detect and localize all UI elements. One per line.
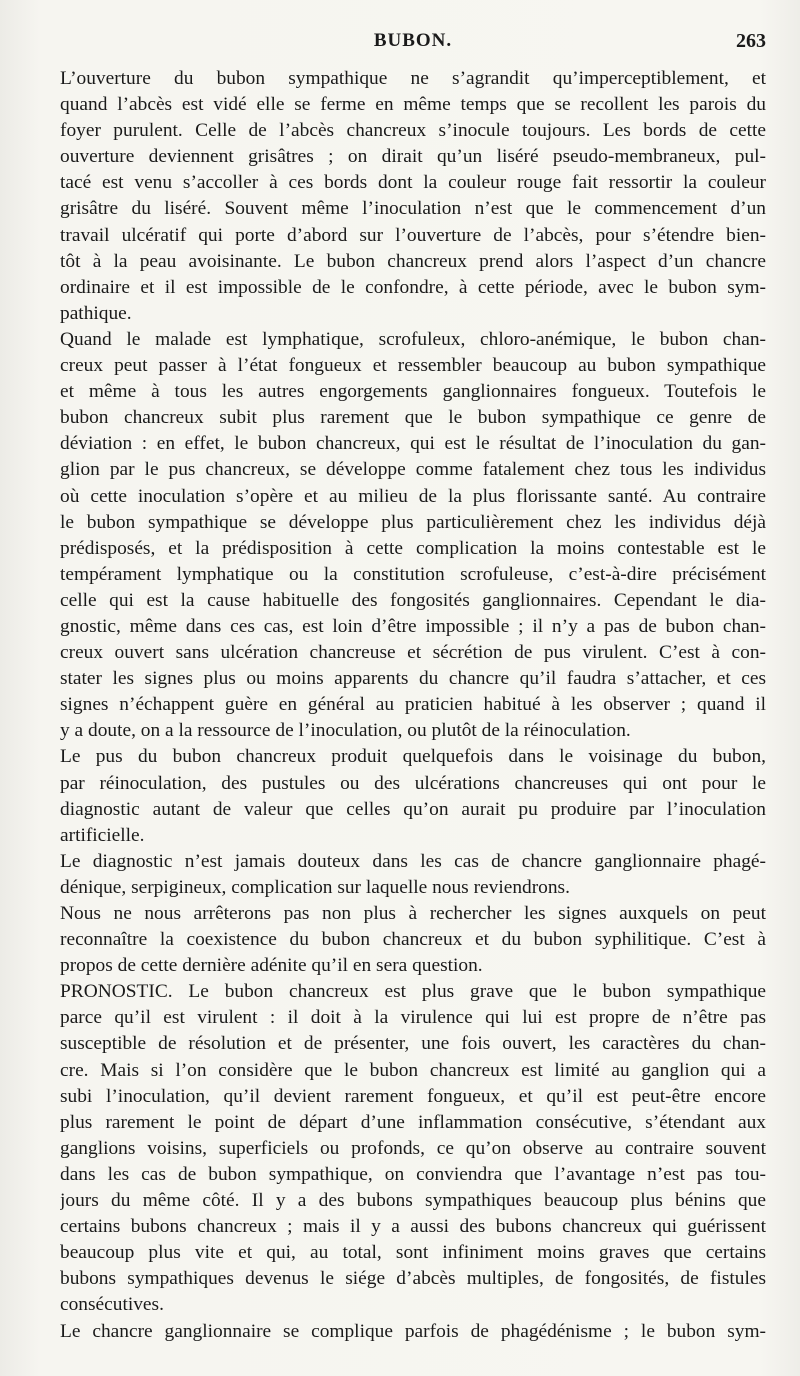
- text-line: ganglions voisins, superficiels ou profonds, ce qu’on observe au contraire souvent: [60, 1137, 766, 1159]
- text-line: susceptible de résolution et de présenter, une fois ouvert, les caractères du chan-: [60, 1033, 766, 1055]
- text-line: tacé est venu s’accoller à ces bords dont la couleur rouge fait ressortir la couleur: [60, 172, 766, 194]
- running-head: BUBON.: [373, 30, 453, 51]
- text-line: creux peut passer à l’état fongueux et ressembler beaucoup au bubon sympathique: [60, 355, 766, 377]
- text-line: beaucoup plus vite et qui, au total, sont infiniment moins graves que certains: [60, 1242, 766, 1264]
- text-line: y a doute, on a la ressource de l’inoculation, ou plutôt de la réinoculation.: [60, 720, 631, 742]
- text-line: le bubon sympathique se développe plus particulièrement chez les individus déjà: [60, 511, 766, 533]
- text-line: jours du même côté. Il y a des bubons sympathiques beaucoup plus bénins que: [60, 1190, 766, 1212]
- text-line: et même à tous les autres engorgements ganglionnaires fongueux. Toutefois le: [60, 381, 766, 403]
- text-line: certains bubons chancreux ; mais il y a aussi des bubons chancreux qui guérissent: [60, 1216, 766, 1238]
- text-line: par réinoculation, des pustules ou des ulcérations chancreuses qui ont pour le: [60, 772, 766, 794]
- text-line: plus rarement le point de départ d’une inflammation consécutive, s’étendant aux: [60, 1111, 766, 1133]
- text-line: propos de cette dernière adénite qu’il en sera question.: [60, 955, 483, 977]
- text-line: stater les signes plus ou moins apparents du chancre qu’il faudra s’attacher, et ces: [60, 668, 766, 690]
- text-line: gnostic, même dans ces cas, est loin d’être impossible ; il n’y a pas de bubon chan-: [60, 615, 766, 637]
- text-line: tôt à la peau avoisinante. Le bubon chancreux prend alors l’aspect d’un chancre: [60, 250, 766, 272]
- text-line: Nous ne nous arrêterons pas non plus à rechercher les signes auxquels on peut: [60, 903, 766, 924]
- text-line: Quand le malade est lymphatique, scrofuleux, chloro-anémique, le bubon chan-: [60, 328, 766, 350]
- body-text: [60, 66, 766, 1345]
- text-line: parce qu’il est virulent : il doit à la virulence qui lui est propre de n’être pas: [60, 1007, 766, 1029]
- text-line: ordinaire et il est impossible de le confondre, à cette période, avec le bubon sym-: [60, 276, 766, 298]
- text-line: cre. Mais si l’on considère que le bubon chancreux est limité au ganglion qui a: [60, 1059, 766, 1081]
- text-line: grisâtre du liséré. Souvent même l’inoculation n’est que le commencement d’un: [60, 198, 766, 220]
- text-line: dénique, serpigineux, complication sur laquelle nous reviendrons.: [60, 876, 570, 898]
- text-line: PRONOSTIC. Le bubon chancreux est plus grave que le bubon sympathique: [60, 981, 766, 1003]
- text-line: ouverture deviennent grisâtres ; on dirait qu’un liséré pseudo-membraneux, pul-: [60, 146, 766, 168]
- page-header: [60, 30, 766, 58]
- text-line: Le diagnostic n’est jamais douteux dans les cas de chancre ganglionnaire phagé-: [60, 850, 766, 872]
- text-line: travail ulcératif qui porte d’abord sur l’ouverture de l’abcès, pour s’étendre bien-: [60, 224, 766, 246]
- text-line: prédisposés, et la prédisposition à cette complication la moins contestable est le: [60, 537, 766, 559]
- text-line: foyer purulent. Celle de l’abcès chancreux s’inocule toujours. Les bords de cette: [60, 120, 766, 142]
- text-line: quand l’abcès est vidé elle se ferme en même temps que se recollent les parois du: [60, 94, 766, 116]
- text-line: consécutives.: [60, 1294, 164, 1316]
- text-line: bubons sympathiques devenus le siége d’abcès multiples, de fongosités, de fistules: [60, 1268, 766, 1290]
- text-line: subi l’inoculation, qu’il devient rarement fongueux, et qu’il est peut-être encore: [60, 1085, 766, 1107]
- text-line: creux ouvert sans ulcération chancreuse et sécrétion de pus virulent. C’est à con-: [60, 642, 766, 664]
- text-line: où cette inoculation s’opère et au milieu de la plus florissante santé. Au contraire: [60, 485, 766, 507]
- text-line: celle qui est la cause habituelle des fongosités ganglionnaires. Cependant le dia-: [60, 589, 766, 611]
- text-line: Le chancre ganglionnaire se complique parfois de phagédénisme ; le bubon sym-: [60, 1320, 766, 1342]
- text-line: signes n’échappent guère en général au praticien habitué à les observer ; quand il: [60, 694, 766, 716]
- text-line: dans les cas de bubon sympathique, on conviendra que l’avantage n’est pas tou-: [60, 1163, 766, 1185]
- text-line: bubon chancreux subit plus rarement que le bubon sympathique ce genre de: [60, 407, 766, 429]
- text-line: déviation : en effet, le bubon chancreux, qui est le résultat de l’inoculation du gan-: [60, 433, 766, 455]
- text-line: Le pus du bubon chancreux produit quelquefois dans le voisinage du bubon,: [60, 746, 766, 768]
- text-line: glion par le pus chancreux, se développe comme fatalement chez tous les individus: [60, 459, 766, 481]
- text-line: pathique.: [60, 302, 132, 324]
- text-line: L’ouverture du bubon sympathique ne s’agrandit qu’imperceptiblement, et: [60, 68, 766, 89]
- text-line: artificielle.: [60, 824, 145, 846]
- text-line: reconnaître la coexistence du bubon chancreux et du bubon syphilitique. C’est à: [60, 929, 766, 951]
- text-line: diagnostic autant de valeur que celles qu’on aurait pu produire par l’inoculation: [60, 798, 766, 820]
- page-number: 263: [736, 30, 766, 52]
- text-line: tempérament lymphatique ou la constitution scrofuleuse, c’est-à-dire précisément: [60, 563, 766, 585]
